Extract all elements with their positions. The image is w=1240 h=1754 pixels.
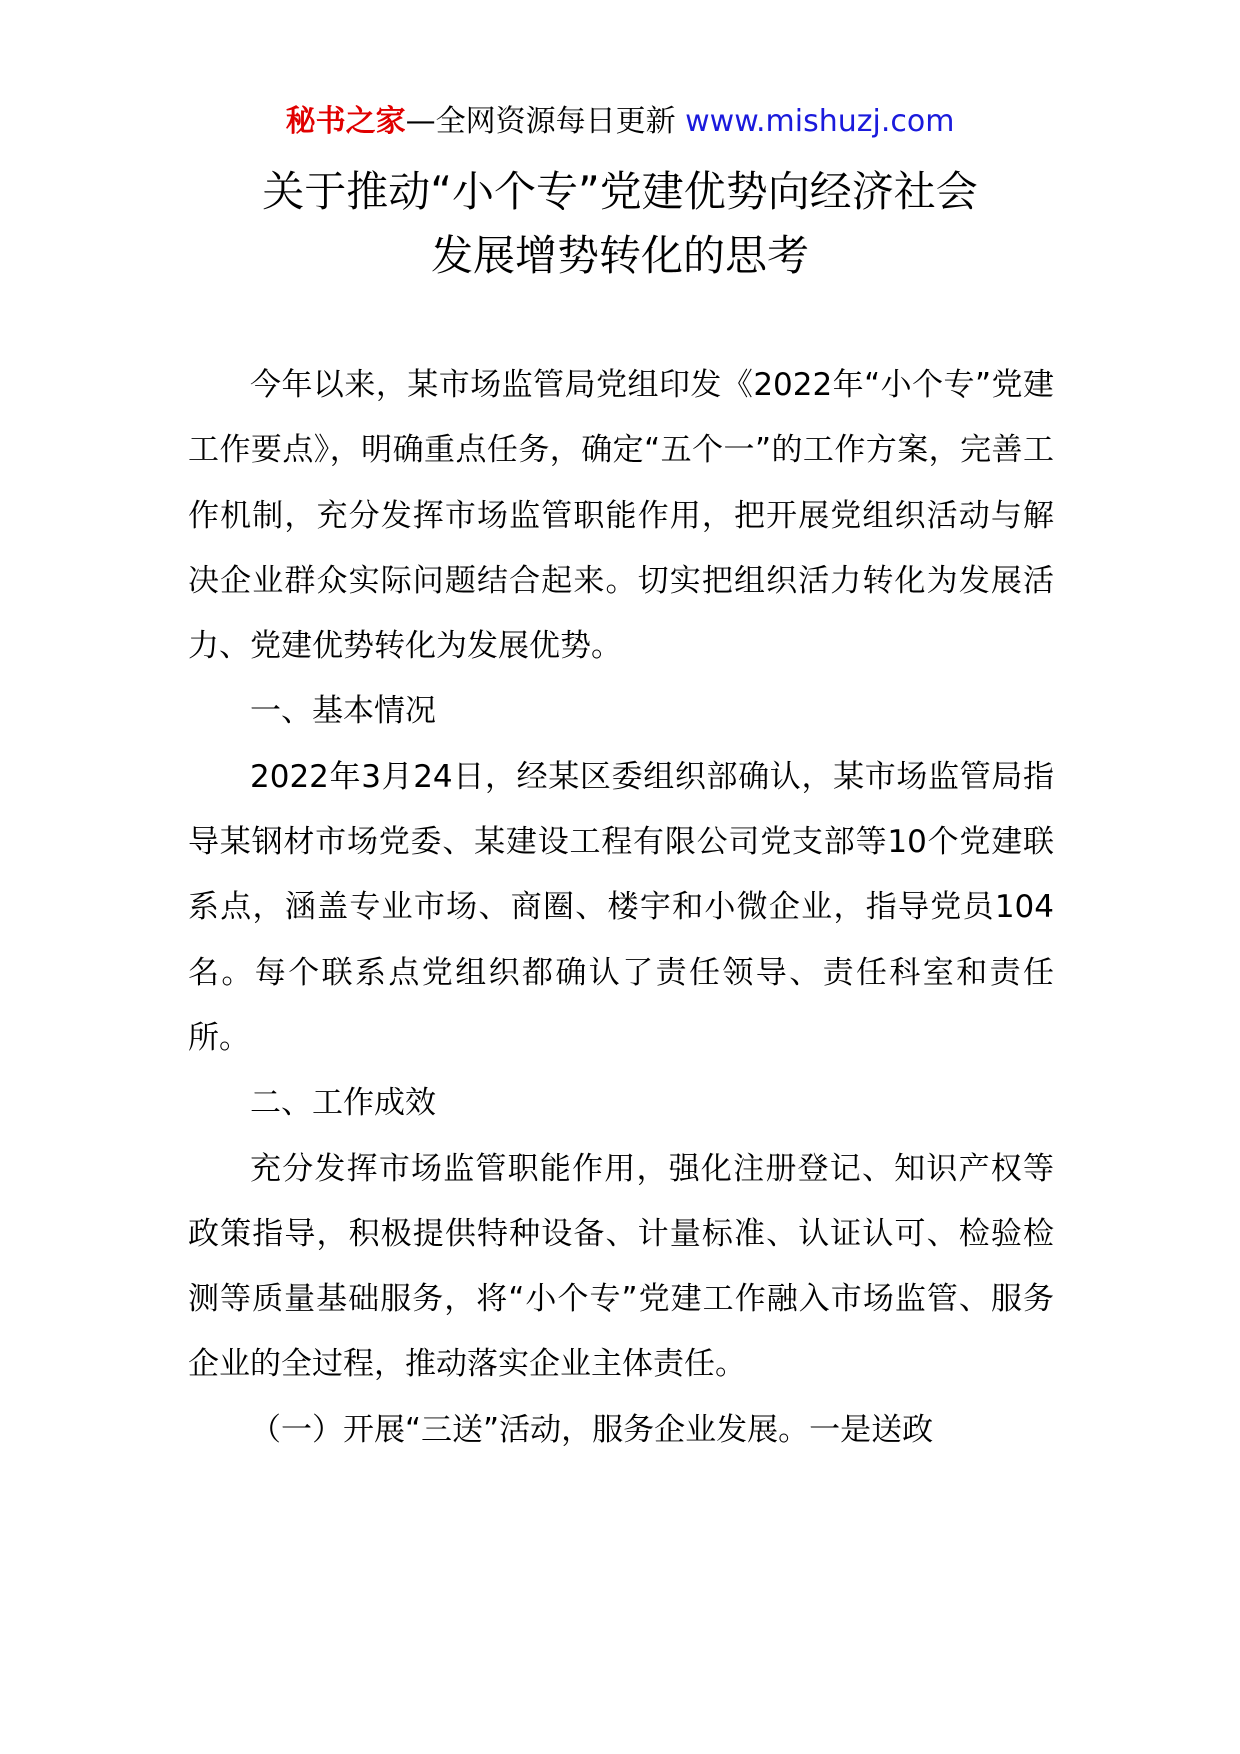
subsection-three-sends-paragraph: （一）开展“三送”活动，服务企业发展。一是送政 [250, 1411, 934, 1448]
work-results-paragraph: 充分发挥市场监管职能作用，强化注册登记、知识产权等政策指导，积极提供特种设备、计量标准、认证认可、检验检测等质量基础服务，将“小个专”党建工作融入市场监管、服务企业的全过程，推动落实企业主体责任。 [188, 1150, 1054, 1383]
document-title-line-2: 发展增势转化的思考 [430, 231, 809, 280]
intro-paragraph: 今年以来，某市场监管局党组印发《2022年“小个专”党建工作要点》，明确重点任务，确定“五个一”的工作方案，完善工作机制，充分发挥市场监管职能作用，把开展党组织活动与解决企业群众实际问题结合起来。切实把组织活力转化为发展活力、党建优势转化为发展优势。 [188, 367, 1054, 665]
site-tagline: —全网资源每日更新 [405, 104, 686, 139]
document-title-line-1: 关于推动“小个专”党建优势向经济社会 [262, 167, 978, 216]
site-url-link[interactable]: www.mishuzj.com [685, 104, 955, 139]
basic-situation-paragraph: 2022年3月24日，经某区委组织部确认，某市场监管局指导某钢材市场党委、某建设工程有限公司党支部等10个党建联系点，涵盖专业市场、商圈、楼宇和小微企业，指导党员104名。每个联系点党组织都确认了责任领导、责任科室和责任所。 [188, 758, 1054, 1056]
section-heading-work-results: 二、工作成效 [250, 1085, 436, 1122]
site-header [0, 100, 1240, 144]
section-heading-basic-situation: 一、基本情况 [250, 693, 436, 730]
document-body [188, 353, 1054, 1463]
document-title [0, 160, 1240, 288]
site-brand: 秘书之家 [285, 104, 406, 139]
